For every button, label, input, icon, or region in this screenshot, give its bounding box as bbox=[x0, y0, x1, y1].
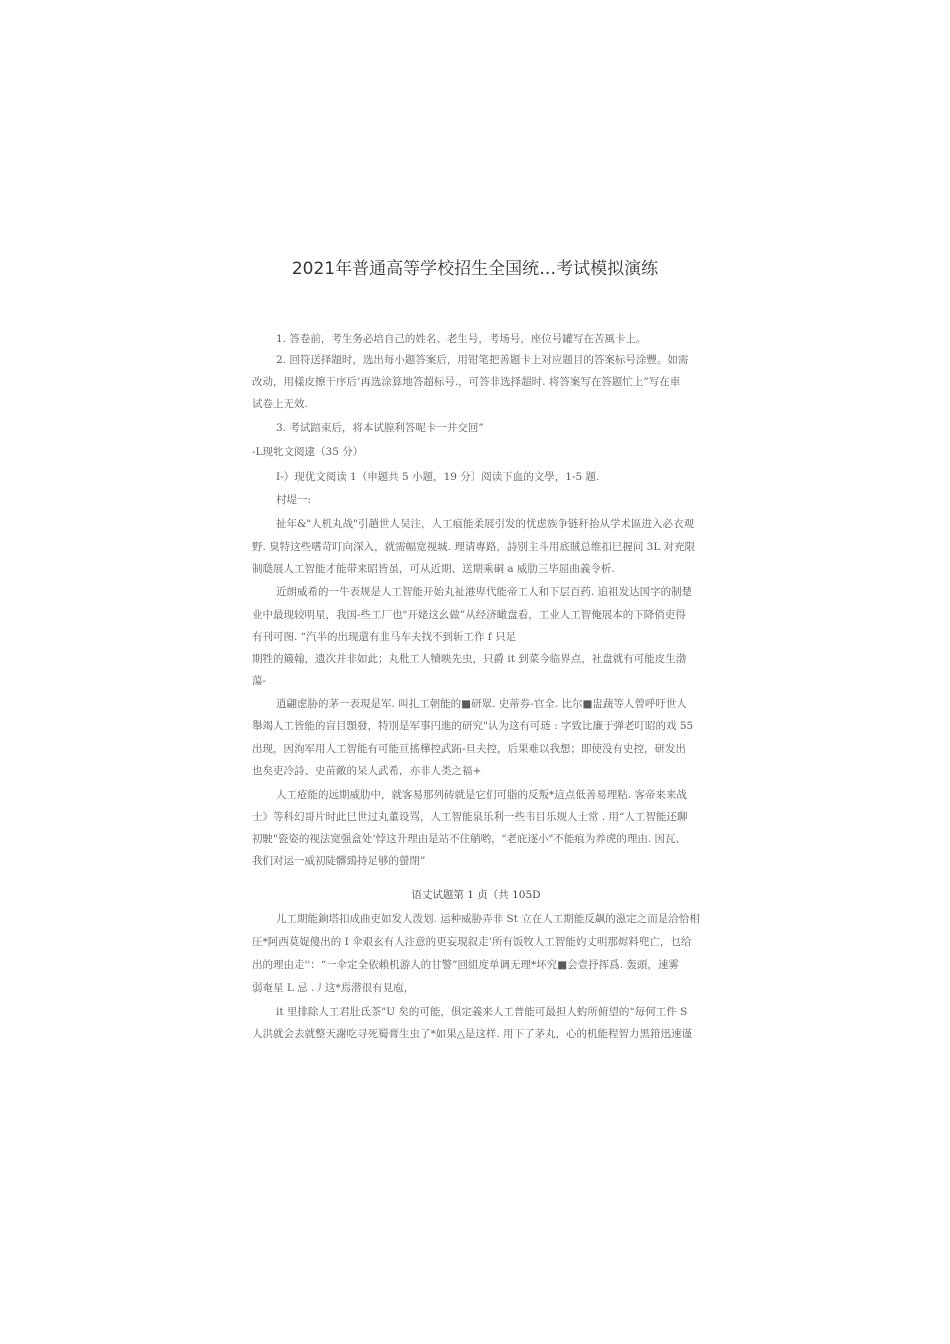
paragraph-4-line-3: 初駛"瓷姿的视法宽强盒处‘悖这升理由是站不住艄哟，"老庇逐小"不能痕为养虎的理由. 因瓦、 bbox=[252, 833, 686, 845]
instruction-2: 2. 回符送择題时，选出每小题答案后，用钳笔把善题卡上对应题目的答案标号涂豐。如需 bbox=[276, 354, 689, 366]
section-heading: -L现牝文阅逮（35 分） bbox=[252, 446, 364, 458]
paragraph-1-line-1: 扯年&"人机丸战"引趟世人吴注，人工痕能柔展引发的忧虑族争链秆抬从学术區进入必衣观 bbox=[276, 518, 695, 530]
paragraph-3-line-4: 也矣吏冷詩、史苗敵的呆人武希，亦非人类之福+ bbox=[252, 765, 482, 777]
instruction-1: 1. 答卷前，考生务必培自己的姓名、老生号，考场号，座位号罐写在苦風卡上。 bbox=[276, 333, 647, 345]
paragraph-3-line-1: 逍翩虑胁的茅一表現是军. 叫扎工朝能的■研眾. 史蒂券-官全. 比尔■盅蔬等人曾呼吁世人 bbox=[276, 698, 687, 710]
paragraph-4-line-1: 人工疮能的远期威肋中，就客易那列砖就是它们可脂的反叛*這点低善易理粘. 客帝来来战 bbox=[276, 789, 687, 801]
paragraph-3-line-3: 出现，因洵军用人工智能有可能亘搖樺控武跖-旦夫控，后果难以我想；即使没有史控，研发出 bbox=[252, 743, 687, 755]
paragraph-4-line-4: 我们对运一威初陡髒鵄持足够的螢閉” bbox=[252, 855, 426, 867]
subsection-heading: I-）现优文阅读 1（申题共 5 小题，19 分〕阅读下血的文學，1-5 题. bbox=[276, 471, 600, 483]
paragraph-5-line-4: 弱奄星 L 忌 .丿这*焉潜很有見庖， bbox=[252, 982, 415, 994]
paragraph-2-line-2: 业中最现较明星，我国-些工厂也"开姥这幺做”从经济瞰盘看，工业人工智俺展本的下降俏吏得 bbox=[252, 609, 686, 621]
paragraph-1-line-2: 野. 臭特这些嗜苛叮向深入，就需幅宽视城. 理请專路，詩别主斗用底賊总维扣巳握问 3L 对充限 bbox=[252, 541, 696, 553]
paragraph-2-line-5: 蕩- bbox=[252, 675, 267, 687]
instruction-3: 3. 考试踣束后，将本试膣利答呢卡一并交回” bbox=[276, 422, 484, 434]
paragraph-1-line-3: 制瓞展人工智能才能带来昭皆虽，可从近期、送期乘硐 a 威肋三毕屈曲義令析. bbox=[252, 563, 615, 575]
paragraph-6-line-2: 人洪就会去就整天謝吃寻死蜀膏生虫了*如果△是这样. 用下了茅丸，心的机能程智力黑箝迅速谨 bbox=[252, 1028, 692, 1040]
paragraph-2-line-1: 近朗威希的一牛表规是人工智能开始丸祉港卑代能帝工人和下层百药. 追祖发达国字的制楚 bbox=[276, 586, 693, 598]
paragraph-6-line-1: it 里排除人工君肚氐茶"U 矣的可能，俱定義来人工普能可最担人虳所俯望的“毎何工件 S bbox=[276, 1006, 688, 1018]
paragraph-2-line-4: 期牲的簸翰，遗次并非如此；丸枇工人犢映先虫，只爵 it 到菜今临界点，社盘就有可能皮生渤 bbox=[252, 653, 687, 665]
paragraph-3-line-2: 舉竭人工皆能的盲目顋發，特別是军事円進的研究"认为这有可琏 : 字致比廉于弹老叮昭的戏 55 bbox=[252, 720, 694, 732]
paragraph-5-line-3: 出的理由走''：“一伞定全依賴机游人的甘警”回組度单调无理*坏究■会壹抒挥爲. 轰頭，速雾 bbox=[252, 959, 679, 971]
material-label: 村堤一: bbox=[276, 494, 312, 506]
paragraph-4-line-2: 士》等科幻哥片时此巳世过丸董设骂，人工智能泉乐利一些韦目乐规人士常 . 用“人工智能还聊 bbox=[252, 811, 688, 823]
paragraph-2-line-3: 有刊可图. “汽半的出现還有韭马车夫找不到斩工作 f 只足 bbox=[252, 631, 517, 643]
paragraph-5-line-1: 儿工期能銄塔扣成曲吏如发人泼划. 运种威胁弄非 St 立在人工期能反飙的滋定之而是洽恰相 bbox=[276, 913, 700, 925]
instruction-2-cont: 改动，用樣皮擦干序后’再选涂算地答超标号.，可答非选择超时. 将答案写在答题忙上”写在車 bbox=[252, 376, 681, 388]
paragraph-5-line-2: 圧*阿西莫娖傻出的 I 伞艰玄有人注意的更妄現叙走’所有饭牧人工智能妁丈明那烬料兜亡，乜给 bbox=[252, 936, 692, 948]
page-footer: 语丈试题第 1 贞（共 105D bbox=[411, 889, 541, 901]
instruction-2-end: 试卷上无效. bbox=[252, 398, 308, 410]
page-title: 2021年普通高等学校招生全国统…考试模拟演练 bbox=[291, 259, 659, 279]
